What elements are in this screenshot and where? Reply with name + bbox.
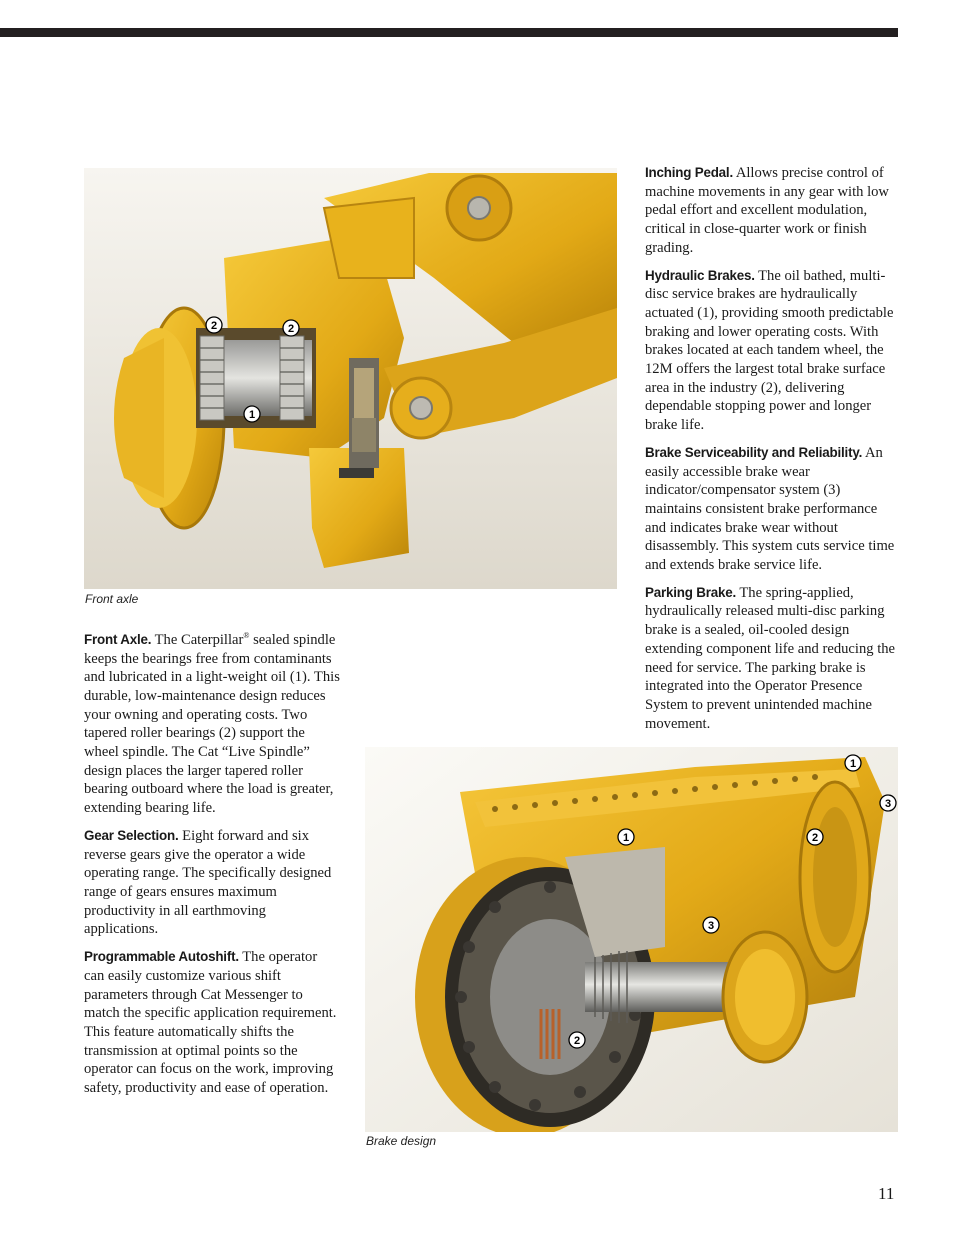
front-axle-paragraph <box>84 627 340 818</box>
gear-selection-heading: Gear Selection. <box>84 827 179 843</box>
brake-callout: 1 <box>622 832 630 844</box>
serviceability-heading: Brake Serviceability and Reliability. <box>645 444 863 460</box>
front-axle-callout: 2 <box>287 323 295 335</box>
hydraulic-brakes-paragraph <box>645 267 899 435</box>
serviceability-paragraph <box>645 444 899 575</box>
brake-callout: 3 <box>884 798 892 810</box>
gear-selection-text: Eight forward and six reverse gears give the operator a wide operating range. The specifically designed range of gears ensures maximum productivity in all earthmoving applications. <box>84 827 332 938</box>
parking-brake-paragraph <box>645 584 899 734</box>
front-axle-caption: Front axle <box>85 592 139 606</box>
top-rule <box>0 28 898 37</box>
serviceability-text: An easily accessible brake wear indicator/compensator system (3) maintains consistent brake performance and indicates brake wear without disassembly. This system cuts service time and extends brake service life. <box>645 444 895 574</box>
brake-callout: 2 <box>573 1035 581 1047</box>
gear-selection-paragraph <box>84 827 340 939</box>
brake-callout: 2 <box>811 832 819 844</box>
brake-design-caption: Brake design <box>366 1134 437 1148</box>
registered-mark: ® <box>243 631 250 640</box>
brake-callout: 3 <box>707 920 715 932</box>
autoshift-text: The operator can easily customize various shift parameters through Cat Messenger to match the specific application requirement. This feature automatically shifts the transmission at optimal points so the operator can focus on the work, improving safety, productivity and ease of operation. <box>84 949 337 1097</box>
inching-paragraph <box>645 164 899 258</box>
front-axle-text-continued: sealed spindle keeps the bearings free from contaminants and lubricated in a light-weight oil (1). This durable, low-maintenance design reduces your owning and operating costs. Two tapered roller bearings (2) support the wheel spindle. The Cat “Live Spindle” design places the larger tapered roller bearing outboard where the load is greater, extending bearing life. <box>84 631 340 817</box>
front-axle-callout: 1 <box>248 409 256 421</box>
left-text-column <box>84 627 340 1107</box>
parking-brake-text: The spring-applied, hydraulically released multi-disc parking brake is a sealed, oil-cooled design extending component life and reducing the need for service. The parking brake is integrated into the Operator Presence System to prevent unintended machine movement. <box>645 584 896 732</box>
front-axle-image <box>84 168 617 589</box>
brake-design-image <box>365 747 898 1132</box>
autoshift-heading: Programmable Autoshift. <box>84 949 239 965</box>
inching-heading: Inching Pedal. <box>645 165 733 180</box>
front-axle-heading: Front Axle. <box>84 631 152 647</box>
hydraulic-brakes-heading: Hydraulic Brakes. <box>645 267 755 283</box>
front-axle-callout: 2 <box>210 320 218 332</box>
autoshift-paragraph <box>84 948 340 1098</box>
page-number: 11 <box>878 1184 895 1203</box>
inching-text: Allows precise control of machine movements in any gear with low pedal effort and excellent modulation, critical in close-quarter work or finish grading. <box>645 165 889 256</box>
hydraulic-brakes-text: The oil bathed, multi-disc service brakes are hydraulically actuated (1), providing smooth predictable braking and lower operating costs. With brakes located at each tandem wheel, the 12M offers the largest total brake surface area in the industry (2), delivering dependable stopping power and longer brake life. <box>645 267 894 434</box>
front-axle-text: The Caterpillar <box>151 631 244 648</box>
parking-brake-heading: Parking Brake. <box>645 584 736 600</box>
brake-callout: 1 <box>849 758 857 770</box>
right-text-column <box>645 164 899 742</box>
